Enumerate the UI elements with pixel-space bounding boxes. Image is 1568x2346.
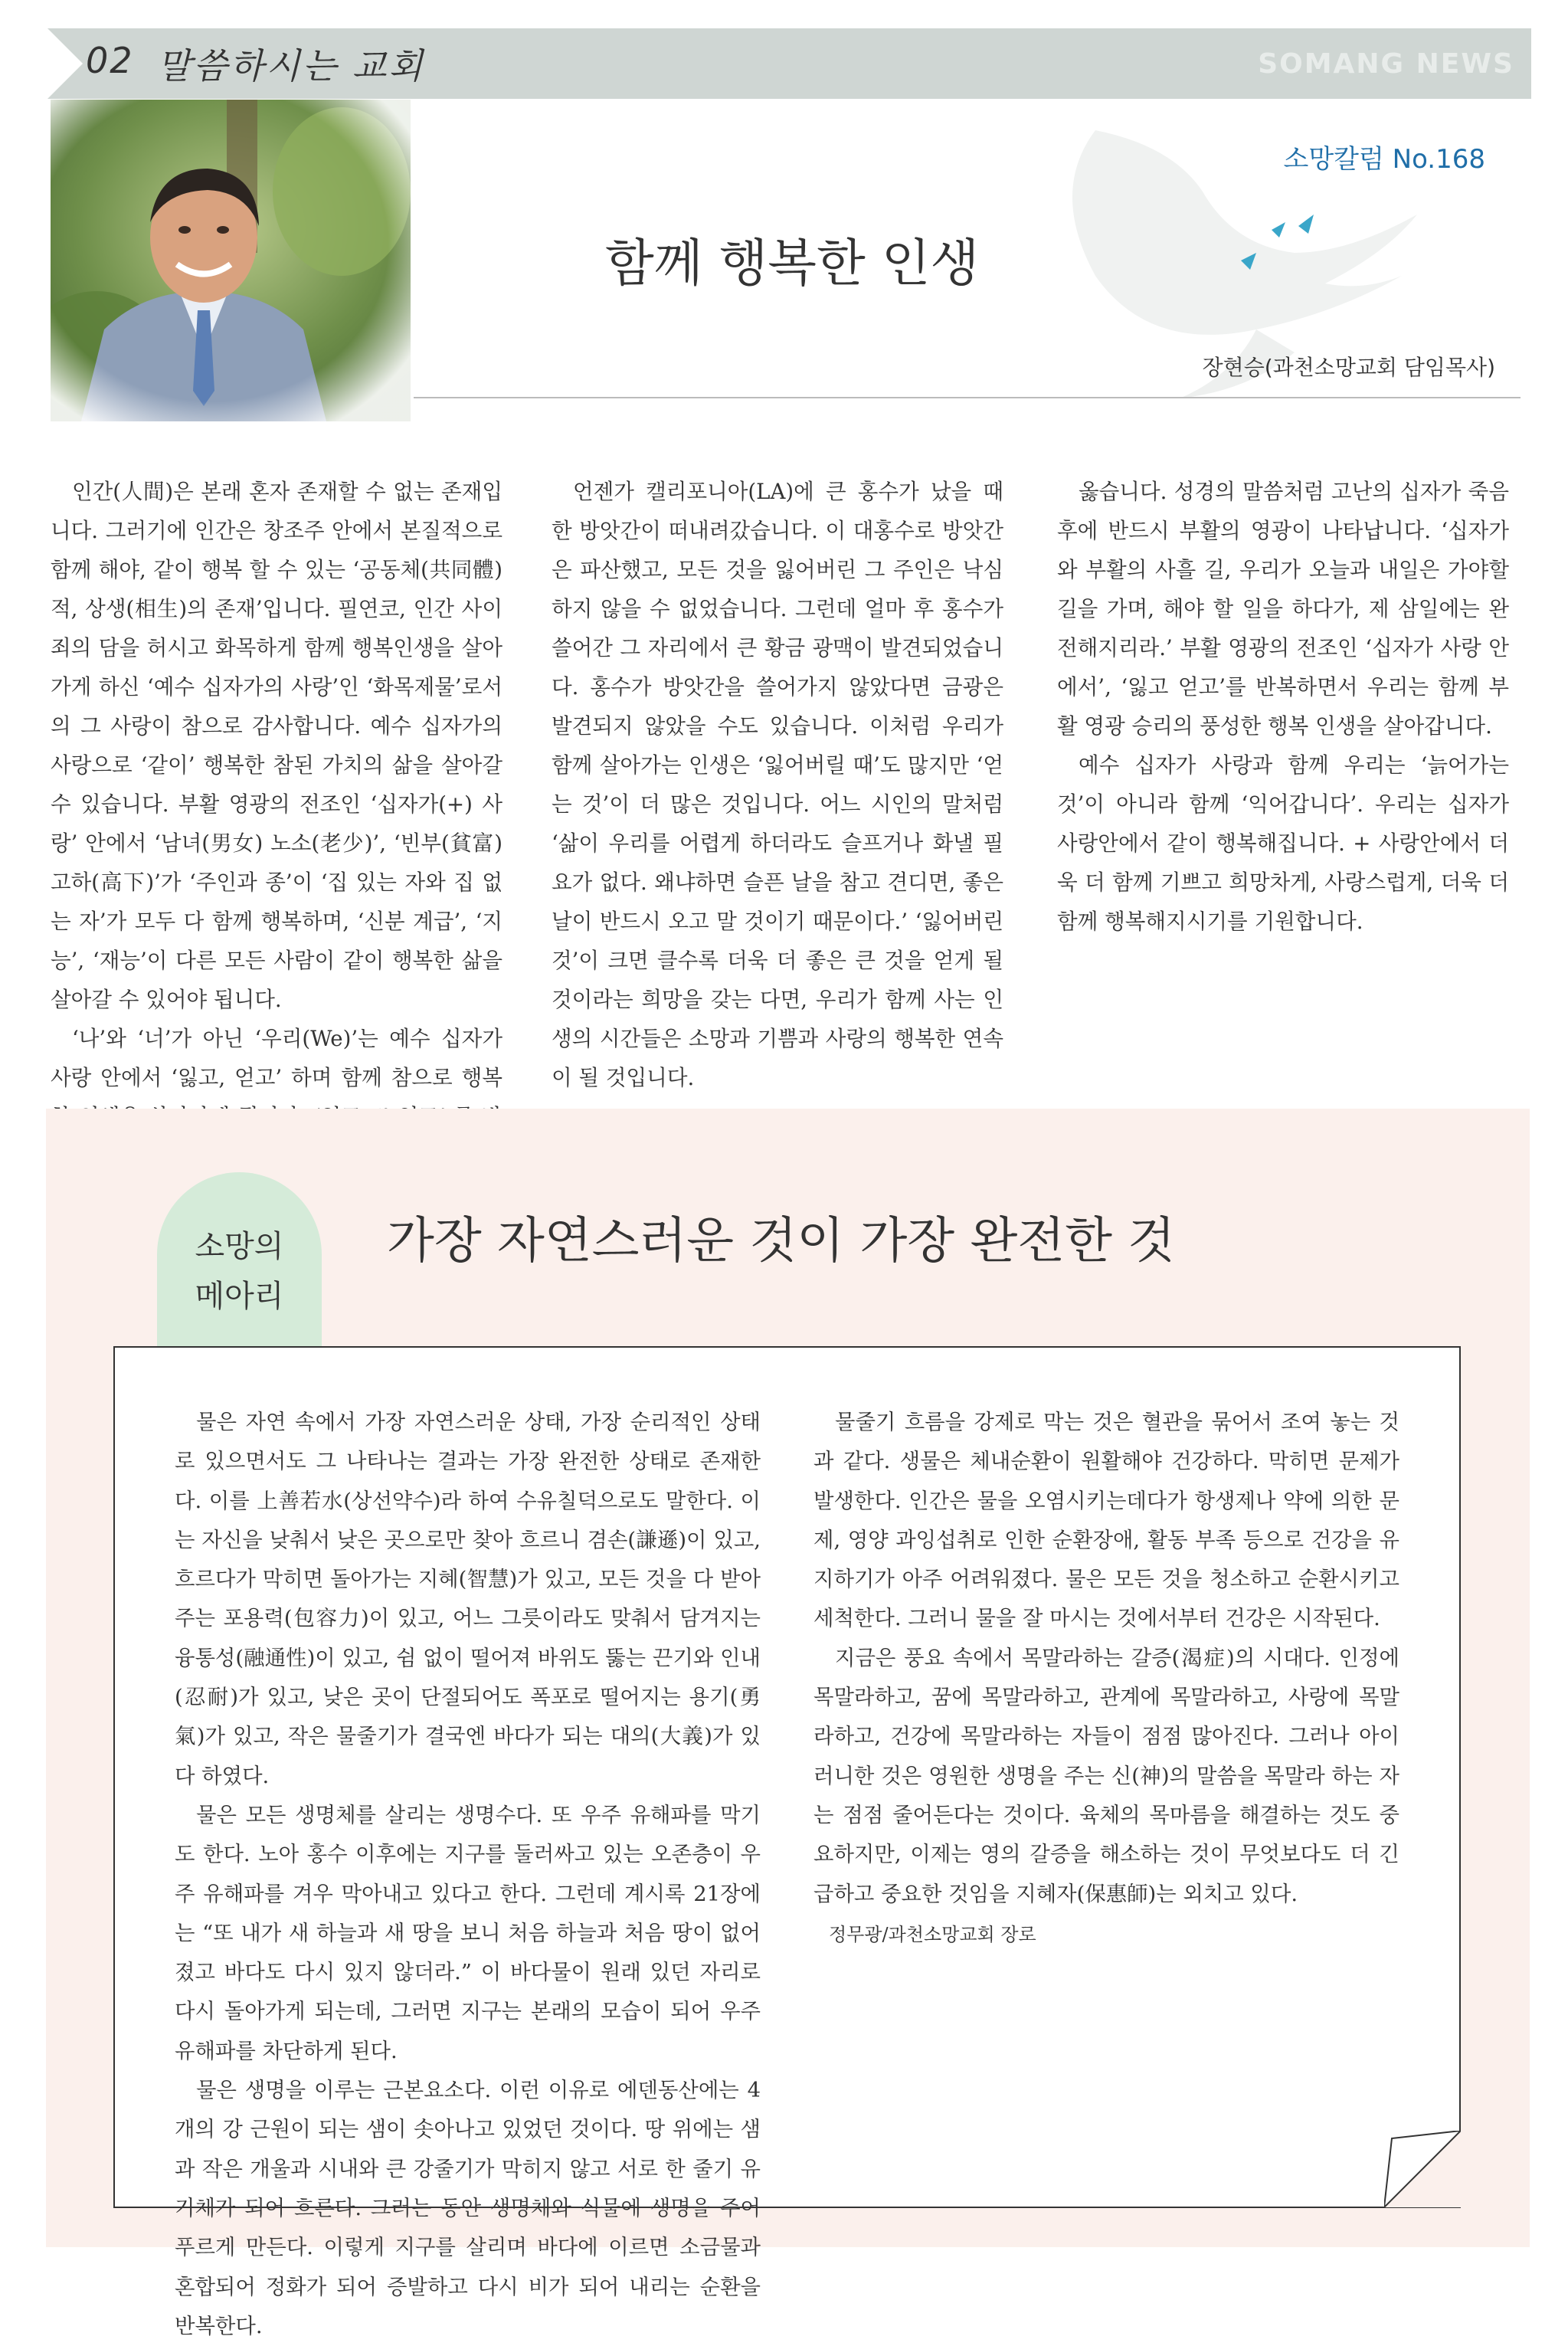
page-number: 02 bbox=[86, 40, 134, 81]
column-text-3 bbox=[1057, 472, 1509, 941]
paragraph: 물은 자연 속에서 가장 자연스러운 상태, 가장 순리적인 상태로 있으면서도 그 나타나는 결과는 가장 완전한 상태로 존재한다. 이를 上善若水(상선약수)라 하여 수유칠덕으로도 말한다. 이는 자신을 낮춰서 낮은 곳으로만 찾아 흐르니 겸손(謙遜)이 있고, 흐르다가 막히면 돌아가는 지혜(智慧)가 있고, 모든 것을 다 받아 주는 포용력(包容力)이 있고, 어느 그릇이라도 맞춰서 담겨지는 융통성(融通性)이 있고, 쉼 없이 떨어져 바위도 뚫는 끈기와 인내(忍耐)가 있고, 낮은 곳이 단절되어도 폭포로 떨어지는 용기(勇氣)가 있고, 작은 물줄기가 결국엔 바다가 되는 대의(大義)가 있다 하였다. bbox=[175, 1411, 761, 1788]
column-text-1 bbox=[51, 472, 502, 1214]
paragraph: 물은 모든 생명체를 살리는 생명수다. 또 우주 유해파를 막기도 한다. 노아 홍수 이후에는 지구를 둘러싸고 있는 오존층이 우주 유해파를 겨우 막아내고 있다고 한다. 그런데 계시록 21장에는 “또 내가 새 하늘과 새 땅을 보니 처음 하늘과 처음 땅이 없어졌고 바다도 다시 있지 않더라.” 이 바다물이 원래 있던 자리로 다시 돌아가게 되는데, 그러면 지구는 본래의 모습이 되어 우주 유해파를 차단하게 된다. bbox=[175, 1803, 761, 2063]
paragraph: ‘나’와 ‘너’가 아닌 ‘우리(We)’는 예수 십자가 사랑 안에서 ‘잃고, 얻고’ 하며 함께 참으로 행복 bbox=[51, 1026, 502, 1090]
divider bbox=[414, 397, 1521, 398]
paragraph: 물은 생명을 이루는 근본요소다. 이런 이유로 에덴동산에는 4개의 강 근원이 되는 샘이 솟아나고 있었던 것이다. 땅 위에는 샘과 작은 개울과 시내와 큰 강줄기가 막히지 않고 서로 한 줄기 유기체가 되어 흐른다. 그러는 동안 생명체와 식물에 생명을 주어 푸르게 만든다. 이렇게 지구를 살리며 바다에 이르면 소금물과 혼합되어 정화가 되어 증발하고 다시 비가 되어 내리는 순환을 반복한다. bbox=[175, 2079, 761, 2338]
paragraph: 인간(人間)은 본래 혼자 존재할 수 없는 존재입니다. 그러기에 인간은 창조주 안에서 본질적으로 함께 해야, 같이 행복 할 수 있는 ‘공동체(共同體)적, 상생(相生)의 존재’입니다. 필연코, 인간 사이 죄의 담을 허시고 화목하게 함께 행복인생을 살아가게 하신 ‘예수 십자가의 사랑’인 ‘화목제물’로서의 그 사랑이 참으로 감사합니다. 예수 십자가의 사랑으로 ‘같이’ 행복한 참된 가치의 삶을 살아갈 수 있습니다. 부활 영광의 전조인 ‘십자가(+) 사랑’ 안에서 ‘남녀(男女) 노소(老少)’, ‘빈부(貧富) 고하(高下)’가 ‘주인과 종’이 ‘집 있는 자와 집 없는 자’가 모두 다 함께 행복하며, ‘신분 계급’, ‘지능’, ‘재능’이 다른 모든 사람이 같이 행복한 삶을 살아갈 수 있어야 됩니다. bbox=[51, 479, 502, 1012]
essay-title: 가장 자연스러운 것이 가장 완전한 것 bbox=[387, 1213, 1176, 1270]
paragraph: 언젠가 캘리포니아(LA)에 큰 홍수가 났을 때 한 방앗간이 떠내려갔습니다. 이 대홍수로 방앗간은 파산했고, 모든 것을 잃어버린 그 주인은 낙심하지 않을 수 없었습니다. 그런데 얼마 후 홍수가 쓸어간 그 자리에서 큰 황금 광맥이 발견되었습니다. 홍수가 방앗간을 쓸어가지 않았다면 금광은 발견되지 않았을 수도 있습니다. 이처럼 우리가 함께 살아가는 인생은 ‘잃어버릴 때’도 많지만 ‘얻는 것’이 더 많은 것입니다. 어느 시인의 말처럼 ‘삶이 우리를 어렵게 하더라도 슬프거나 화낼 필요가 없다. 왜냐하면 슬픈 날을 참고 견디면, 좋은 날이 반드시 오고 말 것이기 때문이다.’ ‘잃어버린 것’이 크면 클수록 더욱 더 좋은 큰 것을 얻게 될 것이라는 희망을 갖는 다면, 우리가 함께 사는 인생의 시간들은 소망과 기쁨과 사랑의 행복한 연속이 될 것입니다. bbox=[552, 479, 1003, 1090]
essay-tag-line2: 메아리 bbox=[195, 1279, 284, 1314]
paragraph: 예수 십자가 사랑과 함께 우리는 ‘늙어가는 것’이 아니라 함께 ‘익어갑니다’. 우리는 십자가 사랑안에서 같이 행복해집니다. + 사랑안에서 더욱 더 함께 기쁘고 희망차게, 사랑스럽게, 더욱 더 함께 행복해지시기를 기원합니다. bbox=[1057, 752, 1509, 934]
page-corner-fold bbox=[1384, 2131, 1461, 2207]
column-author: 장현승(과천소망교회 담임목사) bbox=[1202, 355, 1495, 380]
paragraph: 옳습니다. 성경의 말씀처럼 고난의 십자가 죽음 후에 반드시 부활의 영광이 나타납니다. ‘십자가와 부활의 사흘 길, 우리가 오늘과 내일은 가야할 길을 가며, 해야 할 일을 하다가, 제 삼일에는 완전해지리라.’ 부활 영광의 전조인 ‘십자가 사랑 안에서’, ‘잃고 얻고’를 반복하면서 우리는 함께 부활 영광 승리의 풍성한 행복 인생을 살아갑니다. bbox=[1057, 479, 1509, 739]
essay-text-2 bbox=[813, 1403, 1399, 1954]
header-notch bbox=[47, 28, 83, 99]
paragraph: 지금은 풍요 속에서 목말라하는 갈증(渴症)의 시대다. 인정에 목말라하고, 꿈에 목말라하고, 관계에 목말라하고, 사랑에 목말라하고, 건강에 목말라하는 자들이 점점 많아진다. 그러나 아이러니한 것은 영원한 생명을 주는 신(神)의 말씀을 목말라 하는 자는 점점 줄어든다는 것이다. 육체의 목마름을 해결하는 것도 중요하지만, 이제는 영의 갈증을 해소하는 것이 무엇보다도 더 긴급하고 중요한 것임을 지혜자(保惠師)는 외치고 있다. bbox=[813, 1646, 1399, 1906]
column-title: 함께 행복한 인생 bbox=[605, 234, 980, 293]
essay-byline: 정무광/과천소망교회 장로 bbox=[829, 1923, 1036, 1945]
column-text-2 bbox=[552, 472, 1003, 1097]
section-title: 말씀하시는 교회 bbox=[157, 45, 425, 87]
essay-text-1 bbox=[175, 1403, 761, 2346]
essay-tag-line1: 소망의 bbox=[195, 1229, 284, 1264]
paragraph: 물줄기 흐름을 강제로 막는 것은 혈관을 묶어서 조여 놓는 것과 같다. 생물은 체내순환이 원활해야 건강하다. 막히면 문제가 발생한다. 인간은 물을 오염시키는데다가 항생제나 약에 의한 문제, 영양 과잉섭취로 인한 순환장애, 활동 부족 등으로 건강을 유지하기가 아주 어려워졌다. 물은 모든 것을 청소하고 순환시키고 세척한다. 그러니 물을 잘 마시는 것에서부터 건강은 시작된다. bbox=[813, 1411, 1399, 1631]
pastor-photo bbox=[51, 100, 411, 421]
column-number: 소망칼럼 No.168 bbox=[1283, 144, 1485, 175]
news-logo: SOMANG NEWS bbox=[1258, 48, 1514, 80]
